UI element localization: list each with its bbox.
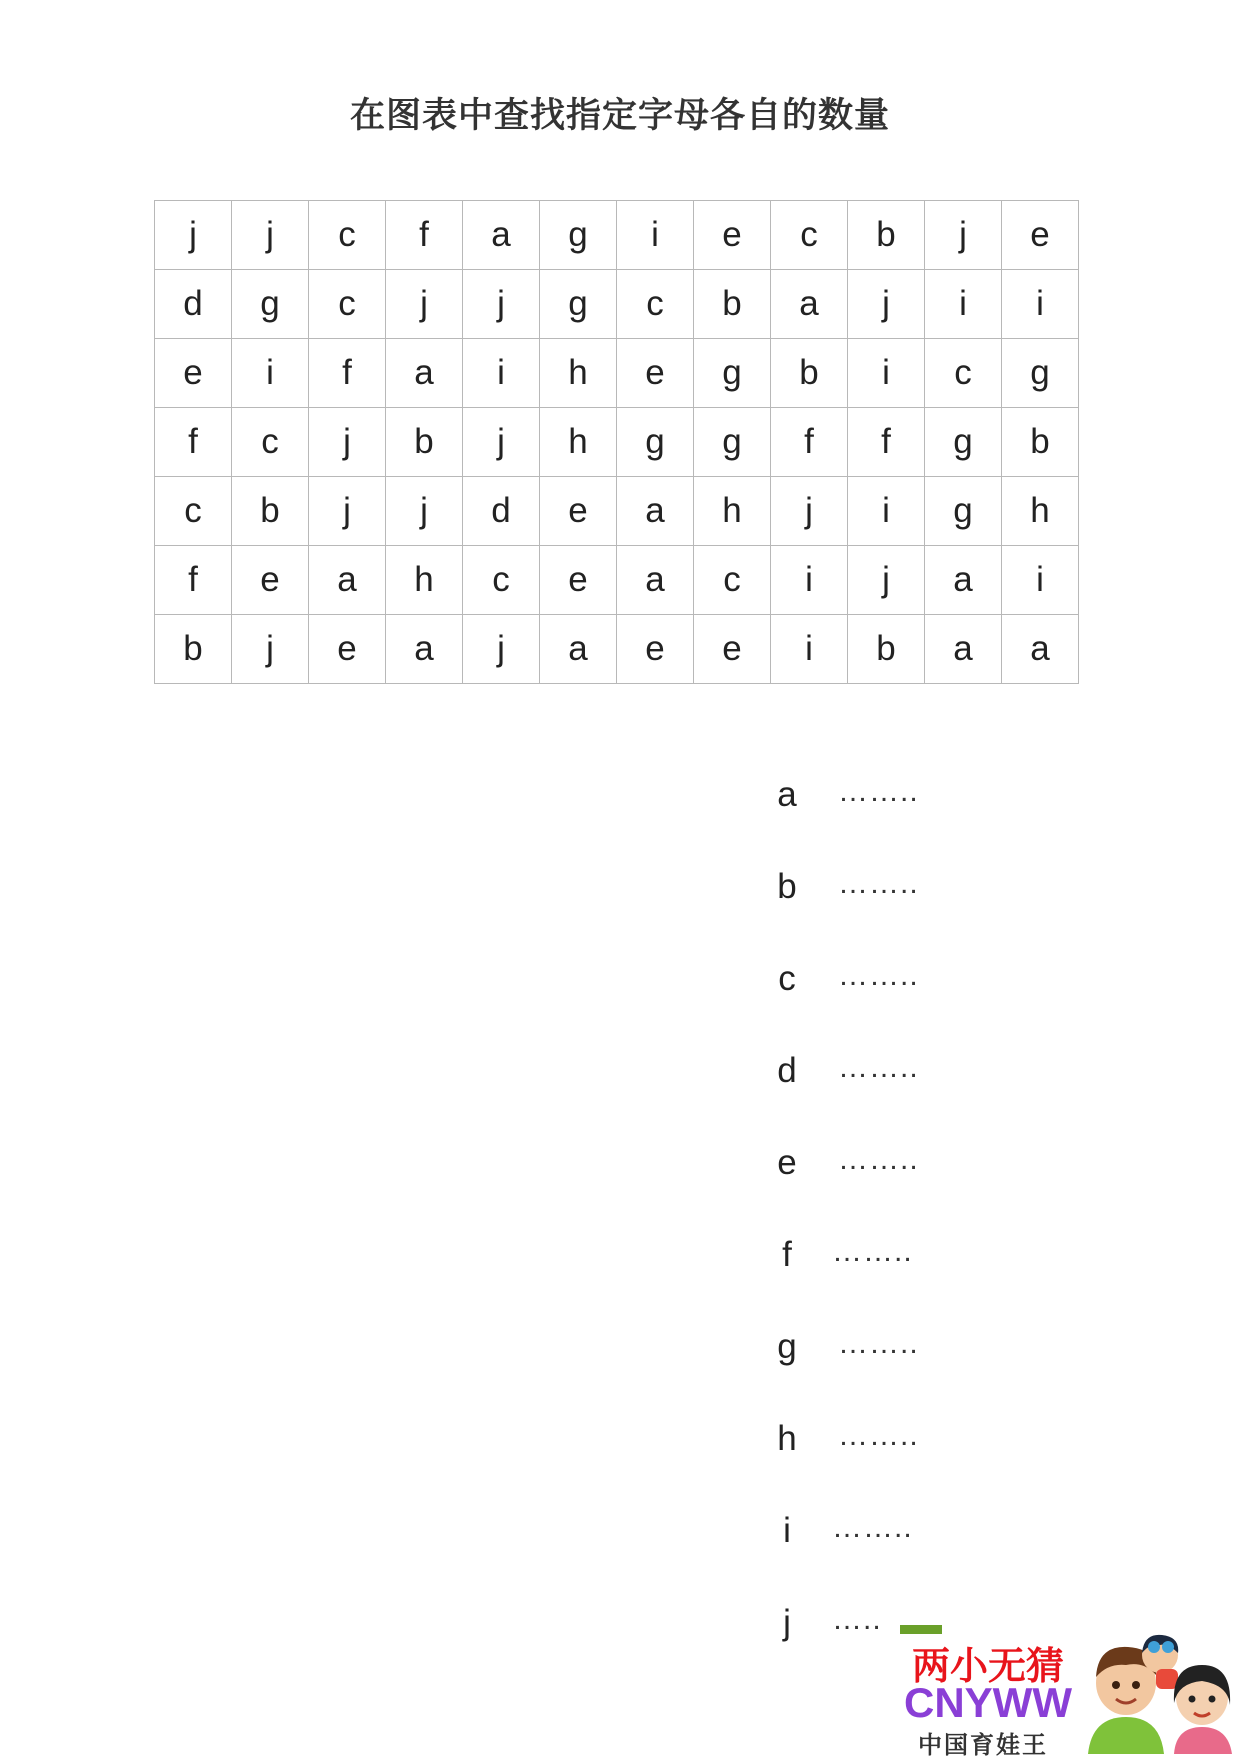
grid-cell: g	[694, 339, 771, 408]
grid-cell: d	[463, 477, 540, 546]
grid-cell: i	[232, 339, 309, 408]
grid-cell: j	[925, 201, 1002, 270]
grid-cell: g	[925, 408, 1002, 477]
grid-cell: f	[771, 408, 848, 477]
grid-row	[155, 201, 1079, 270]
grid-cell: a	[463, 201, 540, 270]
logo-name-en: CNYWW	[904, 1679, 1072, 1726]
grid-cell: b	[1002, 408, 1079, 477]
grid-cell: c	[463, 546, 540, 615]
grid-cell: c	[309, 270, 386, 339]
grid-row	[155, 546, 1079, 615]
answer-blank[interactable]: ……..	[838, 959, 919, 992]
answer-letter: g	[777, 1327, 797, 1366]
grid-cell: b	[155, 615, 232, 684]
grid-cell: f	[155, 546, 232, 615]
grid-cell: a	[925, 546, 1002, 615]
answer-blank[interactable]: ……..	[838, 1327, 919, 1360]
grid-cell: c	[232, 408, 309, 477]
grid-cell: c	[925, 339, 1002, 408]
grid-cell: b	[771, 339, 848, 408]
answer-blank[interactable]: ……..	[832, 1511, 913, 1544]
grid-cell: e	[540, 546, 617, 615]
grid-cell: j	[155, 201, 232, 270]
grid-row	[155, 339, 1079, 408]
logo-green-bar	[900, 1625, 942, 1634]
grid-cell: a	[925, 615, 1002, 684]
answer-blank[interactable]: ……..	[832, 1235, 913, 1268]
page-title: 在图表中查找指定字母各自的数量	[349, 96, 890, 136]
grid-cell: a	[540, 615, 617, 684]
answer-letter: d	[777, 1051, 797, 1090]
answer-blank[interactable]: ……..	[838, 775, 919, 808]
answer-letter: i	[783, 1511, 791, 1550]
grid-cell: e	[232, 546, 309, 615]
grid-cell: i	[771, 615, 848, 684]
answer-letter: b	[777, 867, 797, 906]
grid-cell: f	[848, 408, 925, 477]
grid-cell: j	[309, 477, 386, 546]
grid-cell: g	[232, 270, 309, 339]
grid-cell: g	[540, 270, 617, 339]
answer-letter: c	[778, 959, 796, 998]
grid-cell: g	[540, 201, 617, 270]
grid-cell: e	[309, 615, 386, 684]
grid-cell: e	[694, 615, 771, 684]
grid-row	[155, 270, 1079, 339]
grid-cell: b	[848, 615, 925, 684]
grid-cell: a	[386, 339, 463, 408]
grid-cell: j	[386, 270, 463, 339]
answer-blank[interactable]: ……..	[838, 867, 919, 900]
grid-cell: i	[848, 477, 925, 546]
grid-cell: c	[617, 270, 694, 339]
grid-cell: g	[1002, 339, 1079, 408]
grid-cell: b	[694, 270, 771, 339]
grid-cell: e	[694, 201, 771, 270]
grid-cell: c	[155, 477, 232, 546]
grid-cell: a	[1002, 615, 1079, 684]
answer-letter: h	[777, 1419, 797, 1458]
grid-cell: a	[386, 615, 463, 684]
grid-cell: e	[540, 477, 617, 546]
grid-cell: i	[925, 270, 1002, 339]
grid-cell: c	[771, 201, 848, 270]
answer-blank[interactable]: ……..	[838, 1419, 919, 1452]
grid-cell: c	[309, 201, 386, 270]
grid-cell: f	[386, 201, 463, 270]
grid-cell: h	[1002, 477, 1079, 546]
grid-cell: h	[540, 408, 617, 477]
grid-cell: b	[232, 477, 309, 546]
grid-cell: g	[925, 477, 1002, 546]
grid-cell: j	[463, 408, 540, 477]
grid-cell: j	[848, 270, 925, 339]
grid-cell: g	[617, 408, 694, 477]
grid-cell: b	[386, 408, 463, 477]
grid-cell: j	[463, 615, 540, 684]
grid-cell: h	[540, 339, 617, 408]
answer-blank[interactable]: ……..	[838, 1051, 919, 1084]
grid-cell: e	[617, 615, 694, 684]
grid-cell: j	[386, 477, 463, 546]
grid-cell: e	[155, 339, 232, 408]
grid-cell: a	[309, 546, 386, 615]
grid-cell: i	[771, 546, 848, 615]
grid-row	[155, 477, 1079, 546]
logo-name-cn: 两小无猜	[912, 1644, 1065, 1688]
grid-cell: i	[463, 339, 540, 408]
grid-cell: f	[155, 408, 232, 477]
grid-row	[155, 615, 1079, 684]
grid-row	[155, 408, 1079, 477]
grid-cell: a	[617, 546, 694, 615]
grid-cell: h	[386, 546, 463, 615]
grid-cell: j	[771, 477, 848, 546]
watermark-logo	[900, 1625, 1240, 1759]
grid-cell: b	[848, 201, 925, 270]
grid-cell: j	[309, 408, 386, 477]
grid-cell: i	[1002, 270, 1079, 339]
answer-letter: j	[783, 1603, 791, 1642]
grid-cell: e	[617, 339, 694, 408]
grid-cell: i	[617, 201, 694, 270]
grid-cell: c	[694, 546, 771, 615]
grid-cell: f	[309, 339, 386, 408]
answer-blank[interactable]: …..	[832, 1603, 882, 1636]
grid-cell: a	[771, 270, 848, 339]
cartoon-kids-icon	[1078, 1625, 1240, 1754]
grid-cell: j	[232, 615, 309, 684]
grid-cell: j	[232, 201, 309, 270]
grid-cell: j	[848, 546, 925, 615]
letter-grid	[154, 200, 1079, 684]
logo-tagline: 中国育娃王	[918, 1731, 1048, 1759]
grid-cell: j	[463, 270, 540, 339]
answer-letter: f	[782, 1235, 792, 1274]
grid-cell: d	[155, 270, 232, 339]
grid-cell: h	[694, 477, 771, 546]
grid-cell: i	[848, 339, 925, 408]
grid-cell: g	[694, 408, 771, 477]
grid-cell: a	[617, 477, 694, 546]
answer-letter: e	[777, 1143, 797, 1182]
answer-letter: a	[777, 775, 797, 814]
grid-cell: i	[1002, 546, 1079, 615]
answer-blank[interactable]: ……..	[838, 1143, 919, 1176]
grid-cell: e	[1002, 201, 1079, 270]
